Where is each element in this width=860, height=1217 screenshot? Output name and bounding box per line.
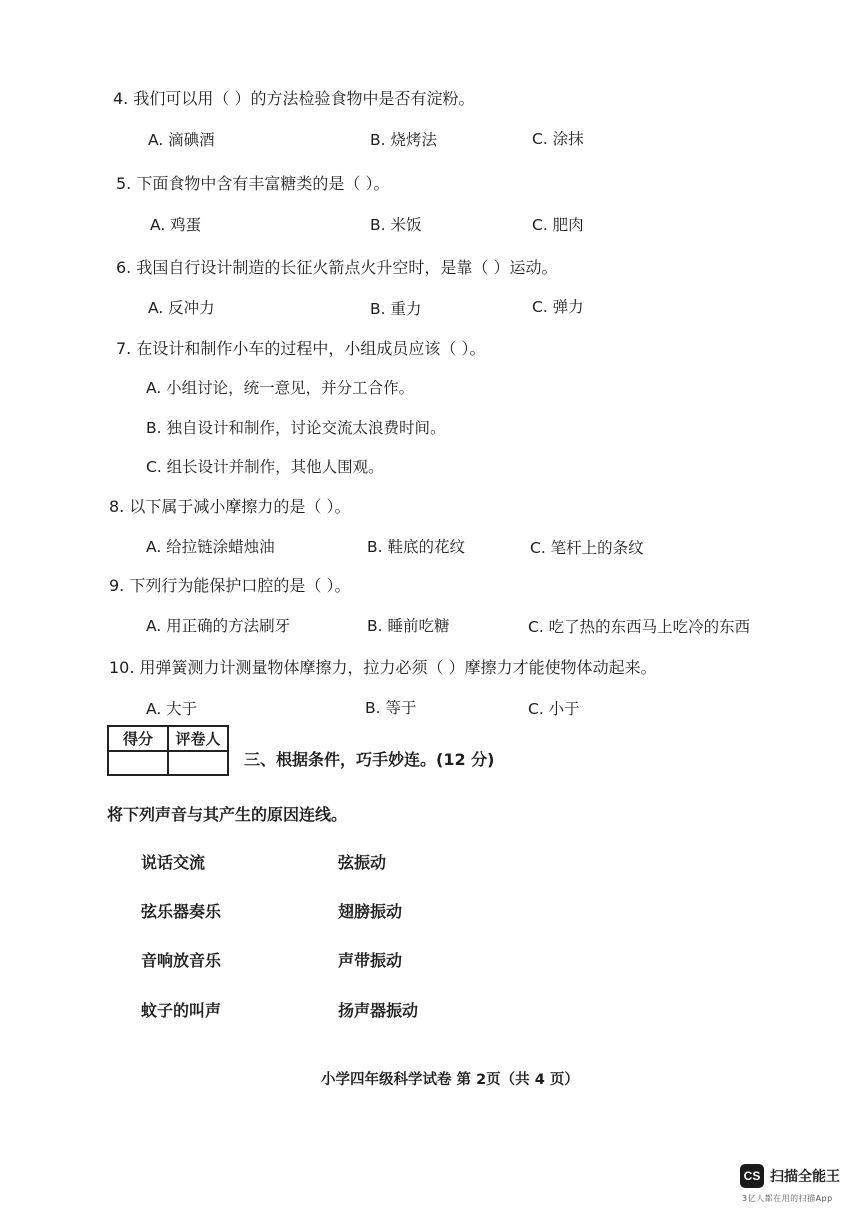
q7-option-a: A. 小组讨论，统一意见，并分工合作。: [146, 379, 415, 397]
q7-option-b: B. 独自设计和制作，讨论交流太浪费时间。: [146, 419, 446, 437]
match-left-item: 说话交流: [141, 853, 206, 872]
q8-option-c: C. 笔杆上的条纹: [530, 539, 644, 557]
match-right-item: 翅膀振动: [338, 902, 403, 921]
page-footer: 小学四年级科学试卷 第 2页（共 4 页）: [321, 1072, 579, 1088]
section-3-instruction: 将下列声音与其产生的原因连线。: [107, 805, 348, 824]
question-5: 5. 下面食物中含有丰富糖类的是（ ）。: [116, 174, 390, 193]
q9-option-c: C. 吃了热的东西马上吃冷的东西: [528, 618, 751, 636]
q6-option-a: A. 反冲力: [148, 299, 215, 317]
q10-option-c: C. 小于: [528, 700, 580, 718]
question-7: 7. 在设计和制作小车的过程中，小组成员应该（ ）。: [116, 339, 486, 358]
question-4: 4. 我们可以用（ ）的方法检验食物中是否有淀粉。: [113, 89, 475, 108]
score-header: 得分: [108, 726, 168, 751]
match-right-item: 扬声器振动: [338, 1001, 419, 1020]
q5-option-a: A. 鸡蛋: [150, 216, 202, 234]
question-10: 10. 用弹簧测力计测量物体摩擦力，拉力必须（ ）摩擦力才能使物体动起来。: [109, 658, 657, 677]
grader-header: 评卷人: [168, 726, 228, 751]
score-cell[interactable]: [108, 751, 168, 775]
grader-cell[interactable]: [168, 751, 228, 775]
scanner-app-name: 扫描全能王: [770, 1169, 840, 1185]
q10-option-b: B. 等于: [365, 699, 417, 717]
score-table: [107, 725, 229, 776]
q9-option-a: A. 用正确的方法刷牙: [146, 617, 291, 635]
match-right-item: 弦振动: [338, 853, 387, 872]
q6-option-c: C. 弹力: [532, 298, 584, 316]
q8-option-b: B. 鞋底的花纹: [367, 538, 465, 556]
q4-option-a: A. 滴碘酒: [148, 131, 215, 149]
q4-option-c: C. 涂抹: [532, 130, 584, 148]
q6-option-b: B. 重力: [370, 300, 422, 318]
q5-option-c: C. 肥肉: [532, 216, 584, 234]
q4-option-b: B. 烧烤法: [370, 131, 437, 149]
match-left-item: 蚊子的叫声: [141, 1001, 222, 1020]
question-9: 9. 下列行为能保护口腔的是（ ）。: [109, 576, 351, 595]
q9-option-b: B. 睡前吃糖: [367, 617, 450, 635]
q5-option-b: B. 米饭: [370, 216, 422, 234]
section-3-title: 三、根据条件，巧手妙连。(12 分): [244, 750, 495, 769]
match-right-item: 声带振动: [338, 951, 403, 970]
match-left-item: 弦乐器奏乐: [141, 902, 222, 921]
match-left-item: 音响放音乐: [141, 951, 222, 970]
question-8: 8. 以下属于减小摩擦力的是（ ）。: [109, 497, 351, 516]
question-6: 6. 我国自行设计制造的长征火箭点火升空时，是靠（ ）运动。: [116, 258, 558, 277]
camscanner-logo-icon: CS: [740, 1164, 764, 1188]
q7-option-c: C. 组长设计并制作，其他人围观。: [146, 458, 384, 476]
q10-option-a: A. 大于: [146, 700, 198, 718]
q8-option-a: A. 给拉链涂蜡烛油: [146, 538, 275, 556]
scanner-tagline: 3亿人都在用的扫描App: [742, 1194, 833, 1203]
